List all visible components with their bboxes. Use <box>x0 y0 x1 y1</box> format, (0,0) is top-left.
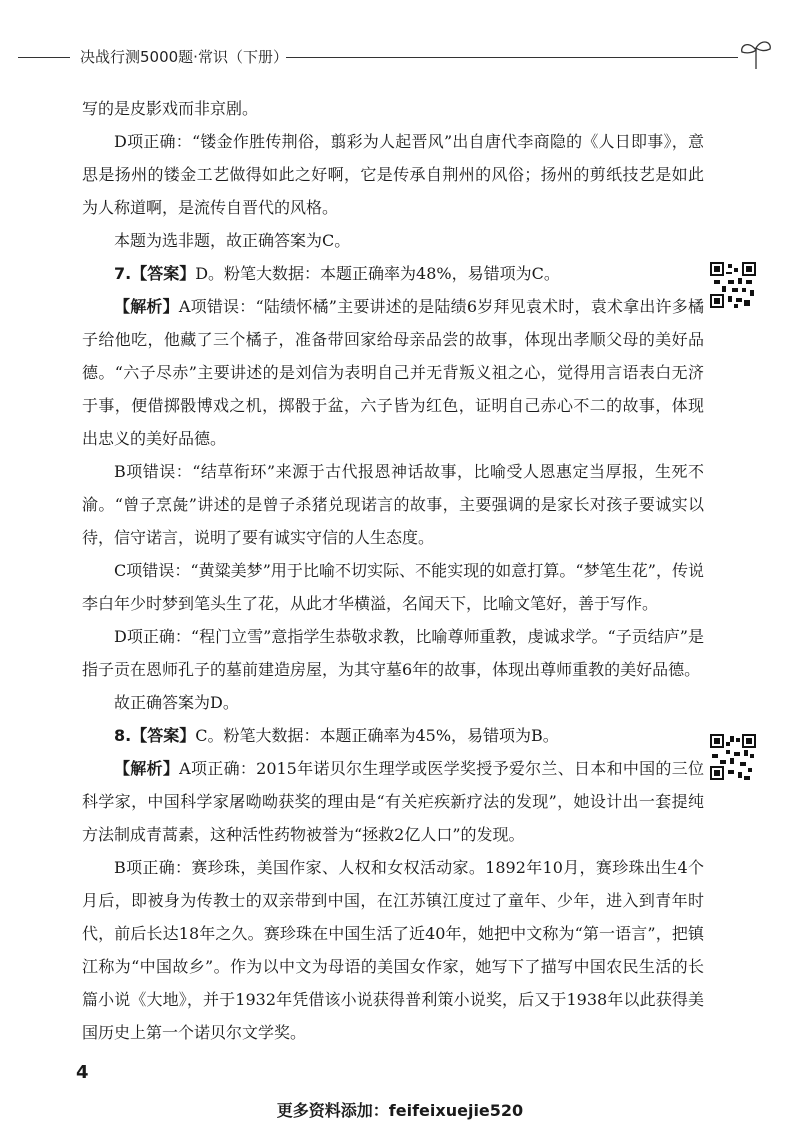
analysis-paragraph: 【解析】A项错误：“陆绩怀橘”主要讲述的是陆绩6岁拜见袁术时，袁术拿出许多橘子给他吃，他藏了三个橘子，准备带回家给母亲品尝的故事，体现出孝顺父母的美好品德。“六子尽赤”主要讲述的是刘信为表明自己并无背叛义祖之心，觉得用言语表白无济于事，便借掷骰博戏之机，掷骰于盆，六子皆为红色，证明自己赤心不二的故事，体现出忠义的美好品德。 <box>82 297 704 448</box>
header-rule-left <box>18 57 70 58</box>
answer-paragraph: 8.【答案】C。粉笔大数据：本题正确率为45%，易错项为B。 <box>114 726 559 745</box>
header-rule-right <box>286 57 738 58</box>
footer-note: 更多资料添加：feifeixuejie520 <box>276 1101 524 1120</box>
paragraph: 本题为选非题，故正确答案为C。 <box>114 231 351 250</box>
running-header <box>0 44 800 74</box>
paragraph: B项正确：赛珍珠，美国作家、人权和女权活动家。1892年10月，赛珍珠出生4个月后，即被身为传教士的双亲带到中国，在江苏镇江度过了童年、少年，进入到青年时代，前后长达18年之久。赛珍珠在中国生活了近40年，她把中文称为“第一语言”，把镇江称为“中国故乡”。作为以中文为母语的美国女作家，她写下了描写中国农民生活的长篇小说《大地》，并于1932年凭借该小说获得普利策小说奖，后又于1938年以此获得美国历史上第一个诺贝尔文学奖。 <box>82 858 704 1042</box>
qr-code-icon[interactable] <box>710 734 756 780</box>
page-number: 4 <box>76 1062 89 1083</box>
answer-paragraph: 7.【答案】D。粉笔大数据：本题正确率为48%，易错项为C。 <box>114 264 560 283</box>
paragraph: C项错误：“黄粱美梦”用于比喻不切实际、不能实现的如意打算。“梦笔生花”，传说李白年少时梦到笔头生了花，从此才华横溢，名闻天下，比喻文笔好，善于写作。 <box>82 561 704 613</box>
paragraph: 故正确答案为D。 <box>114 693 239 712</box>
paragraph: B项错误：“结草衔环”来源于古代报恩神话故事，比喻受人恩惠定当厚报，生死不渝。“曾子烹彘”讲述的是曾子杀猪兑现诺言的故事，主要强调的是家长对孩子要诚实以待，信守诺言，说明了要有诚实守信的人生态度。 <box>82 462 704 547</box>
paragraph: D项正确：“镂金作胜传荆俗，翦彩为人起晋风”出自唐代李商隐的《人日即事》，意思是扬州的镂金工艺做得如此之好啊，它是传承自荆州的风俗；扬州的剪纸技艺是如此为人称道啊，是流传自晋代的风格。 <box>82 132 704 217</box>
analysis-paragraph: 【解析】A项正确：2015年诺贝尔生理学或医学奖授予爱尔兰、日本和中国的三位科学家，中国科学家屠呦呦获奖的理由是“有关疟疾新疗法的发现”，她设计出一套提纯方法制成青蒿素，这种活性药物被誉为“拯救2亿人口”的发现。 <box>82 759 704 844</box>
sprout-icon <box>738 36 774 74</box>
paragraph: D项正确：“程门立雪”意指学生恭敬求教，比喻尊师重教，虔诚求学。“子贡结庐”是指子贡在恩师孔子的墓前建造房屋，为其守墓6年的故事，体现出尊师重教的美好品德。 <box>82 627 704 679</box>
qr-code-icon[interactable] <box>710 262 756 308</box>
page-content <box>82 92 704 1049</box>
header-title: 决战行测5000题·常识（下册） <box>80 48 288 66</box>
paragraph: 写的是皮影戏而非京剧。 <box>82 99 259 118</box>
